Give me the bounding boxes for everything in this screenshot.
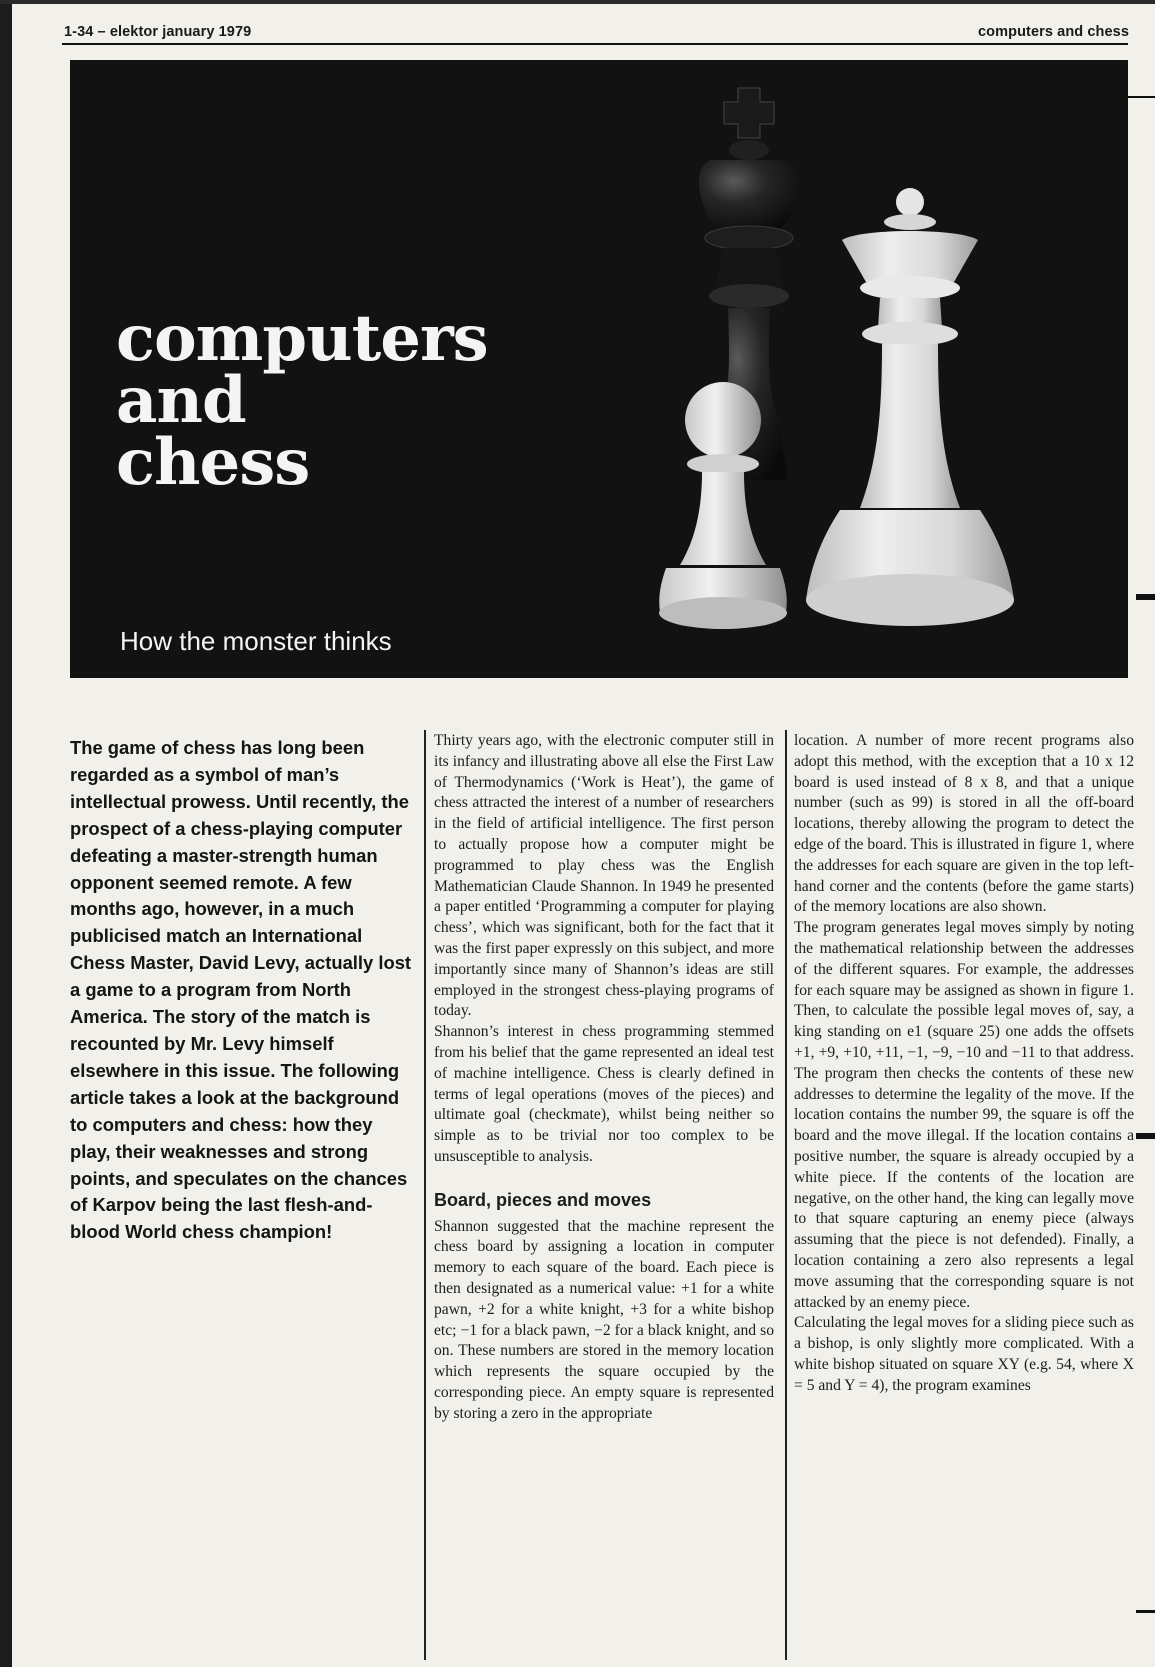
page-left-edge bbox=[0, 0, 12, 1667]
title-line: computers bbox=[116, 301, 488, 376]
running-header-right: computers and chess bbox=[978, 24, 1129, 40]
edge-mark bbox=[1128, 96, 1155, 98]
edge-mark bbox=[1136, 594, 1155, 600]
body-column-3 bbox=[794, 731, 1134, 1397]
article-subtitle: How the monster thinks bbox=[120, 626, 392, 656]
title-banner bbox=[70, 60, 1128, 678]
column-rule bbox=[424, 730, 426, 1660]
paragraph: location. A number of more recent programs also adopt this method, with the exception that a 10 x 12 board is used instead of 8 x 8, and that a unique number (such as 99) is stored in all the off-board locations, thereby allowing the program to detect the edge of the board. This is illustrated in figure 1, where the addresses for each square are given in the top left-hand corner and the contents (before the game starts) of the memory locations are also shown. bbox=[794, 732, 1134, 916]
section-heading: Board, pieces and moves bbox=[434, 1189, 652, 1210]
edge-mark bbox=[1136, 1610, 1155, 1613]
paragraph: Calculating the legal moves for a sliding piece such as a bishop, is only slightly more complicated. With a white bishop situated on square XY (e.g. 54, where X = 5 and Y = 4), the program examines bbox=[794, 1314, 1134, 1394]
header-rule bbox=[62, 43, 1128, 45]
column-rule bbox=[785, 730, 787, 1660]
title-line: and bbox=[116, 363, 246, 438]
title-line: chess bbox=[116, 425, 310, 500]
paragraph: Thirty years ago, with the electronic computer still in its infancy and illustrating above all else the First Law of Thermodynamics (‘Work is Heat’), the game of chess attracted the interest of a number of researchers in the field of artificial intelligence. The first person to actually propose how a computer might be programmed to play chess was the English Mathematician Claude Shannon. In 1949 he presented a paper entitled ‘Programming a computer for playing chess’, which was significant, both for the fact that it was the first paper expressly on this subject, and more importantly since many of Shannon’s ideas are still employed in the strongest chess-playing programs of today. bbox=[434, 732, 774, 1020]
running-header-left: 1-34 – elektor january 1979 bbox=[64, 24, 252, 40]
white-queen-icon bbox=[806, 188, 1014, 626]
paragraph: Shannon suggested that the machine represent the chess board by assigning a location in computer memory to each square of the board. Each piece is then designated as a numerical value: +1 for a white pawn, +2 for a white knight, +3 for a white bishop etc; −1 for a black pawn, −2 for a black knight, and so on. These numbers are stored in the memory location which represents the square occupied by the corresponding piece. An empty square is represented by storing a zero in the appropriate bbox=[434, 1217, 774, 1422]
paragraph: Shannon’s interest in chess programming stemmed from his belief that the game represented an ideal test of machine intelligence. Chess is clearly defined in terms of legal operations (moves of the pieces) and ultimate goal (checkmate), whilst being neither so simple as to be trivial nor too complex to be unsusceptible to analysis. bbox=[434, 1023, 774, 1165]
edge-mark bbox=[1136, 1133, 1155, 1139]
article-title bbox=[116, 301, 488, 500]
body-column-2 bbox=[434, 731, 774, 1425]
page-top-edge bbox=[0, 0, 1155, 4]
article-intro: The game of chess has long been regarded as a symbol of man’s intellectual prowess. Until recently, the prospect of a chess-playing computer defeating a master-strength human opponent seemed remote. A few months ago, however, in a much publicised match an International Chess Master, David Levy, actually lost a game to a program from North America. The story of the match is recounted by Mr. Levy himself elsewhere in this issue. The following article takes a look at the background to computers and chess: how they play, their weaknesses and strong points, and speculates on the chances of Karpov being the last flesh-and-blood World chess champion! bbox=[70, 737, 412, 1243]
paragraph: The program generates legal moves simply by noting the mathematical relationship between the addresses of the different squares. For example, the addresses for each square may be assigned as shown in figure 1. Then, to calculate the possible legal moves of, say, a king standing on e1 (square 25) one adds the offsets +1, +9, +10, +11, −1, −9, −10 and −11 to that address. The program then checks the contents of these new addresses to determine the legality of the move. If the location contains the number 99, the square is off the board and the move illegal. If the location contains a positive number, the square is already occupied by a white piece. If the contents of the location are negative, on the other hand, the king can legally move to that square capturing an enemy piece (always assuming that the piece is not defended). Finally, a location containing a zero also represents a legal move assuming that the corresponding square is not attacked by an enemy piece. bbox=[794, 919, 1134, 1311]
